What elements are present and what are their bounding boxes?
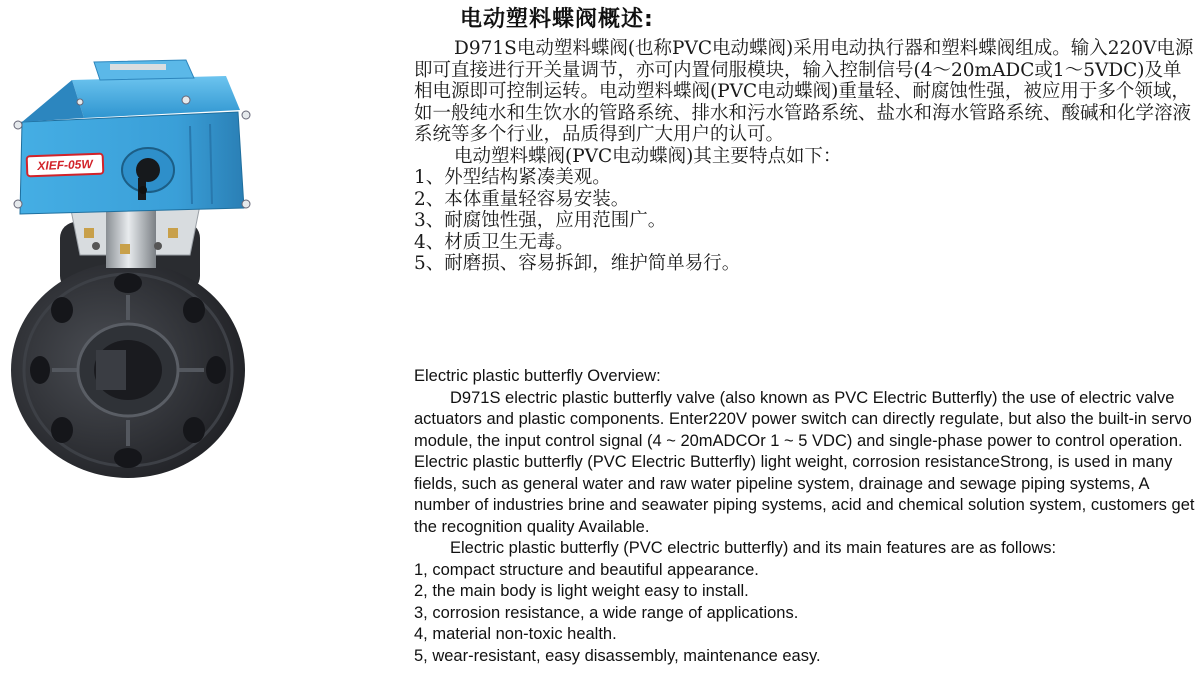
list-item: 5、耐磨损、容易拆卸，维护简单易行。 bbox=[414, 253, 741, 274]
cn-intro-paragraph: D971S电动塑料蝶阀(也称PVC电动蝶阀)采用电动执行器和塑料蝶阀组成。输入220V电源即可直接进行开关量调节，亦可内置伺服模块，输入控制信号(4～20mADC或1～5VDC)及单相电源即可控制运转。电动塑料蝶阀(PVC电动蝶阀)重量轻、耐腐蚀性强，被应用于多个领域，如一般纯水和生饮水的管路系统、排水和污水管路系统、盐水和海水管路系统、酸碱和化学溶液系统等多个行业，品质得到广大用户的认可。 bbox=[414, 38, 1194, 145]
en-intro-paragraph: D971S electric plastic butterfly valve (also known as PVC Electric Butterfly) the use of electric valve actuators and plastic components. Enter220V power switch can directly regulate, but also the built-in servo module, the input control signal (4 ~ 20mADCOr 1 ~ 5 VDC) and single-phase power to control operation. Electric plastic butterfly (PVC Electric Butterfly) light weight, corrosion resistanceStrong, is used in many fields, such as general water and raw water pipeline system, drainage and sewage piping systems, A number of industries brine and seawater piping systems, acid and chemical solution system, customers get the recognition quality Available. bbox=[414, 388, 1195, 536]
electric-actuator bbox=[14, 60, 250, 214]
cn-title: 电动塑料蝶阀概述: bbox=[460, 7, 654, 32]
model-label bbox=[26, 153, 105, 178]
list-item: 4、材质卫生无毒。 bbox=[414, 231, 574, 253]
en-features-list bbox=[414, 560, 1200, 668]
list-item: 5, wear-resistant, easy disassembly, maintenance easy. bbox=[414, 646, 821, 665]
en-description bbox=[414, 366, 1200, 667]
list-item: 2、本体重量轻容易安装。 bbox=[414, 188, 630, 210]
en-title: Electric plastic butterfly Overview: bbox=[414, 367, 661, 385]
list-item: 3, corrosion resistance, a wide range of applications. bbox=[414, 603, 799, 622]
model-label-text: XIEF-05W bbox=[37, 157, 93, 173]
cn-features-list bbox=[414, 167, 1200, 275]
en-features-heading: Electric plastic butterfly (PVC electric butterfly) and its main features are as follows: bbox=[450, 539, 1057, 557]
list-item: 3、耐腐蚀性强，应用范围广。 bbox=[414, 210, 667, 231]
product-photo bbox=[0, 0, 410, 693]
list-item: 2, the main body is light weight easy to install. bbox=[414, 582, 749, 600]
list-item: 1、外型结构紧凑美观。 bbox=[414, 167, 611, 188]
cn-features-heading: 电动塑料蝶阀(PVC电动蝶阀)其主要特点如下： bbox=[454, 145, 842, 167]
butterfly-valve-illustration bbox=[0, 0, 410, 693]
description-column bbox=[414, 0, 1200, 693]
list-item: 4, material non-toxic health. bbox=[414, 625, 617, 643]
cn-description bbox=[414, 38, 1200, 275]
list-item: 1, compact structure and beautiful appearance. bbox=[414, 560, 759, 579]
